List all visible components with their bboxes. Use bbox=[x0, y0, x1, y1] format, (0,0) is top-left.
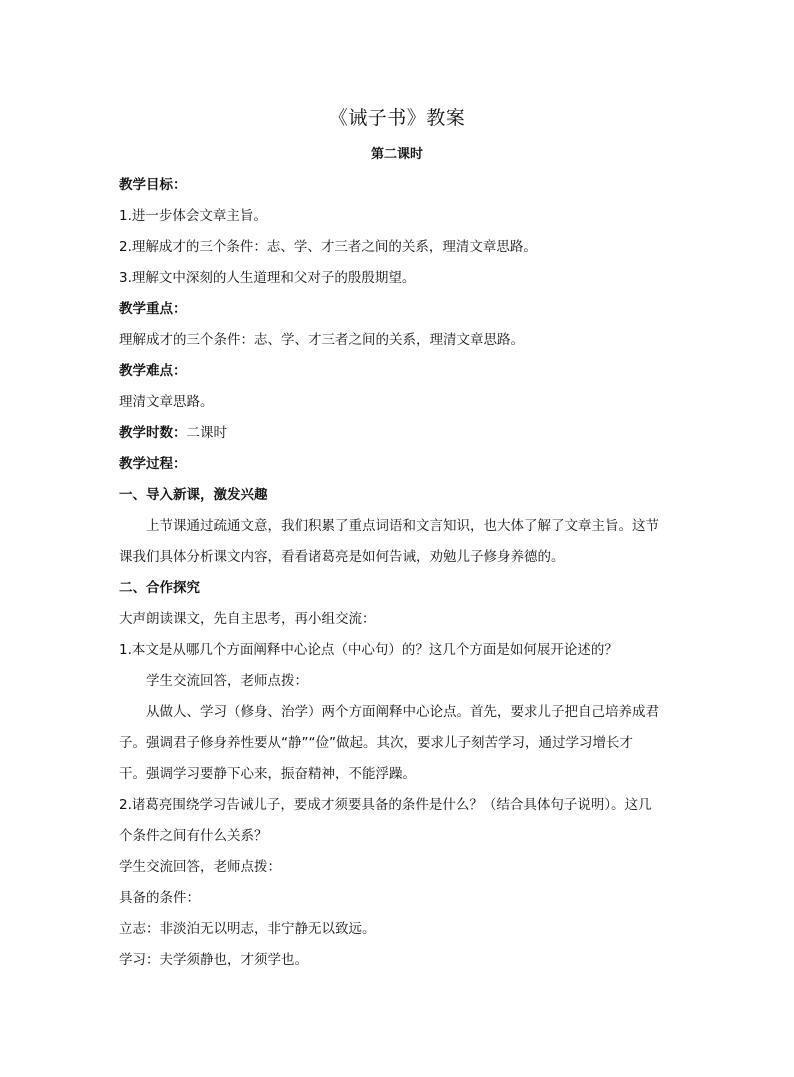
answer-2-intro: 学生交流回答，老师点拨： bbox=[119, 859, 281, 875]
condition-ambition: 立志：非淡泊无以明志，非宁静无以致远。 bbox=[119, 921, 376, 937]
condition-learning: 学习：夫学须静也，才须学也。 bbox=[119, 952, 308, 968]
answer-1-intro: 学生交流回答，老师点拨： bbox=[146, 673, 308, 689]
teaching-hours-value: 二课时 bbox=[186, 425, 227, 441]
goal-item-1: 1.进一步体会文章主旨。 bbox=[119, 208, 267, 224]
conditions-label: 具备的条件： bbox=[119, 890, 200, 906]
reading-instruction: 大声朗读课文，先自主思考，再小组交流： bbox=[119, 611, 376, 627]
goals-heading: 教学目标： bbox=[119, 177, 187, 193]
difficulty-heading: 教学难点： bbox=[119, 363, 187, 379]
teaching-hours-label: 教学时数： bbox=[119, 425, 187, 441]
key-points-heading: 教学重点： bbox=[119, 301, 187, 317]
section-1-heading: 一、导入新课，激发兴趣 bbox=[119, 487, 268, 503]
section-1-paragraph: 上节课通过疏通文意，我们积累了重点词语和文言知识，也大体了解了文章主旨。这节课我们具体分析课文内容，看看诸葛亮是如何告诫，劝勉儿子修身养德的。 bbox=[119, 518, 659, 565]
difficulty-text: 理清文章思路。 bbox=[119, 394, 214, 410]
document-title: 《诫子书》教案 bbox=[328, 107, 466, 129]
goal-item-3: 3.理解文中深刻的人生道理和父对子的殷殷期望。 bbox=[119, 270, 416, 286]
goal-item-2: 2.理解成才的三个条件：志、学、才三者之间的关系，理清文章思路。 bbox=[119, 239, 537, 255]
section-2-heading: 二、合作探究 bbox=[119, 580, 200, 596]
key-points-text: 理解成才的三个条件：志、学、才三者之间的关系，理清文章思路。 bbox=[119, 332, 524, 348]
question-2: 2.诸葛亮围绕学习告诫儿子，要成才须要具备的条件是什么？（结合具体句子说明）。这几个条件之间有什么关系？ bbox=[119, 797, 652, 844]
document-body bbox=[119, 170, 659, 976]
answer-1-paragraph: 从做人、学习（修身、治学）两个方面阐释中心论点。首先，要求儿子把自己培养成君子。强调君子修身养性要从“静”“俭”做起。其次，要求儿子刻苦学习，通过学习增长才干。强调学习要静下心来，振奋精神，不能浮躁。 bbox=[119, 704, 659, 782]
teaching-hours bbox=[119, 418, 659, 449]
document-subtitle: 第二课时 bbox=[370, 147, 423, 162]
process-heading: 教学过程： bbox=[119, 456, 187, 472]
question-1: 1.本文是从哪几个方面阐释中心论点（中心句）的？这几个方面是如何展开论述的？ bbox=[119, 642, 618, 658]
